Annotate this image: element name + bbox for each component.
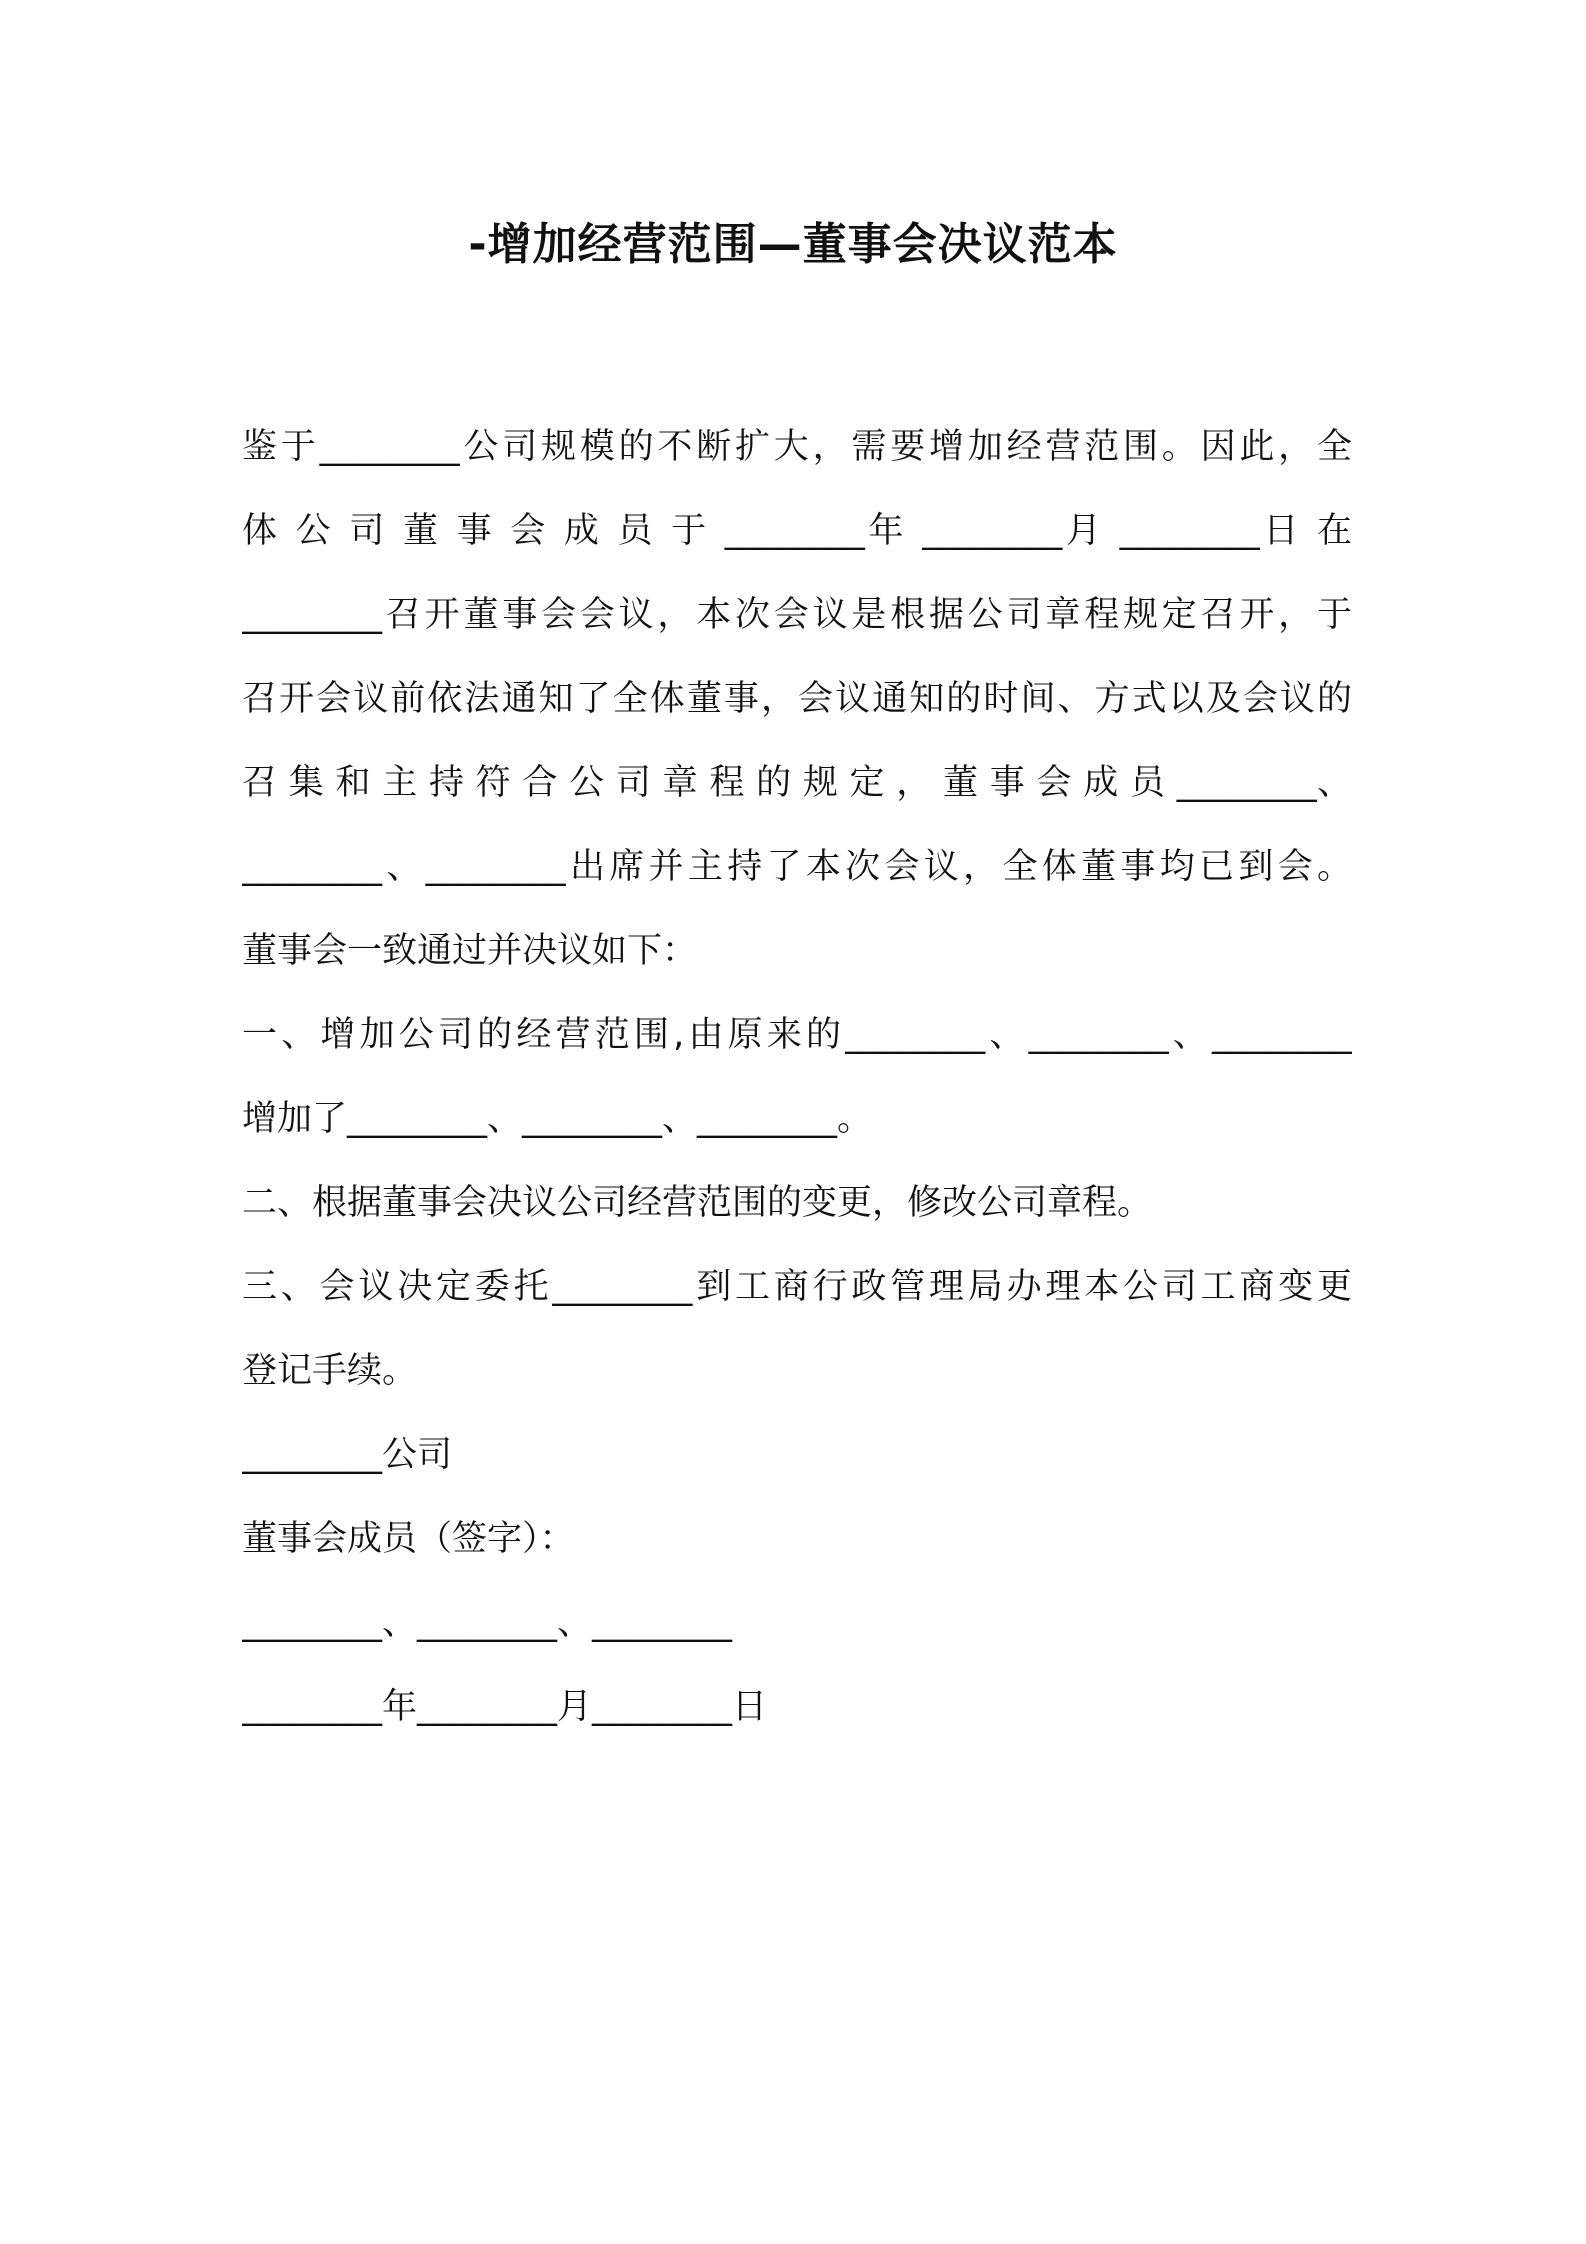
resolution-intro: 董事会一致通过并决议如下： xyxy=(242,931,698,971)
resolution-item-line: 一、增加公司的经营范围,由原来的________、________、________ xyxy=(242,1015,1352,1055)
paragraph-line: 鉴于________公司规模的不断扩大，需要增加经营范围。因此，全 xyxy=(242,427,1352,467)
company-name-line: ________公司 xyxy=(242,1435,453,1475)
paragraph-line: ________、________出席并主持了本次会议，全体董事均已到会。 xyxy=(242,847,1352,887)
paragraph-line: ________召开董事会会议，本次会议是根据公司章程规定召开，于 xyxy=(242,595,1352,635)
paragraph-line: 召开会议前依法通知了全体董事，会议通知的时间、方式以及会议的 xyxy=(242,679,1352,719)
paragraph-line: 召 集 和 主 持 符 合 公 司 章 程 的 规 定 ， 董 事 会 成 员 ________、 xyxy=(242,763,1352,803)
preamble-paragraph xyxy=(242,405,1352,909)
date-line: ________年________月________日 xyxy=(242,1687,768,1727)
resolution-item-line: 三、会议决定委托________到工商行政管理局办理本公司工商变更 xyxy=(242,1267,1352,1307)
paragraph-line: 体 公 司 董 事 会 成 员 于 ________年 ________月 ________日 在 xyxy=(242,511,1352,551)
document-body xyxy=(242,405,1352,1749)
document-title: -增加经营范围—董事会决议范本 xyxy=(468,219,1118,270)
signature-blanks: ________、________、________ xyxy=(242,1603,733,1643)
resolution-item-line: 登记手续。 xyxy=(242,1351,418,1391)
resolution-item-line: 增加了________、________、________。 xyxy=(242,1099,873,1139)
resolution-item-1 xyxy=(242,993,1352,1161)
signature-label: 董事会成员（签字）： xyxy=(242,1519,575,1559)
resolution-item-2: 二、根据董事会决议公司经营范围的变更，修改公司章程。 xyxy=(242,1183,1153,1223)
resolution-item-3 xyxy=(242,1245,1352,1413)
